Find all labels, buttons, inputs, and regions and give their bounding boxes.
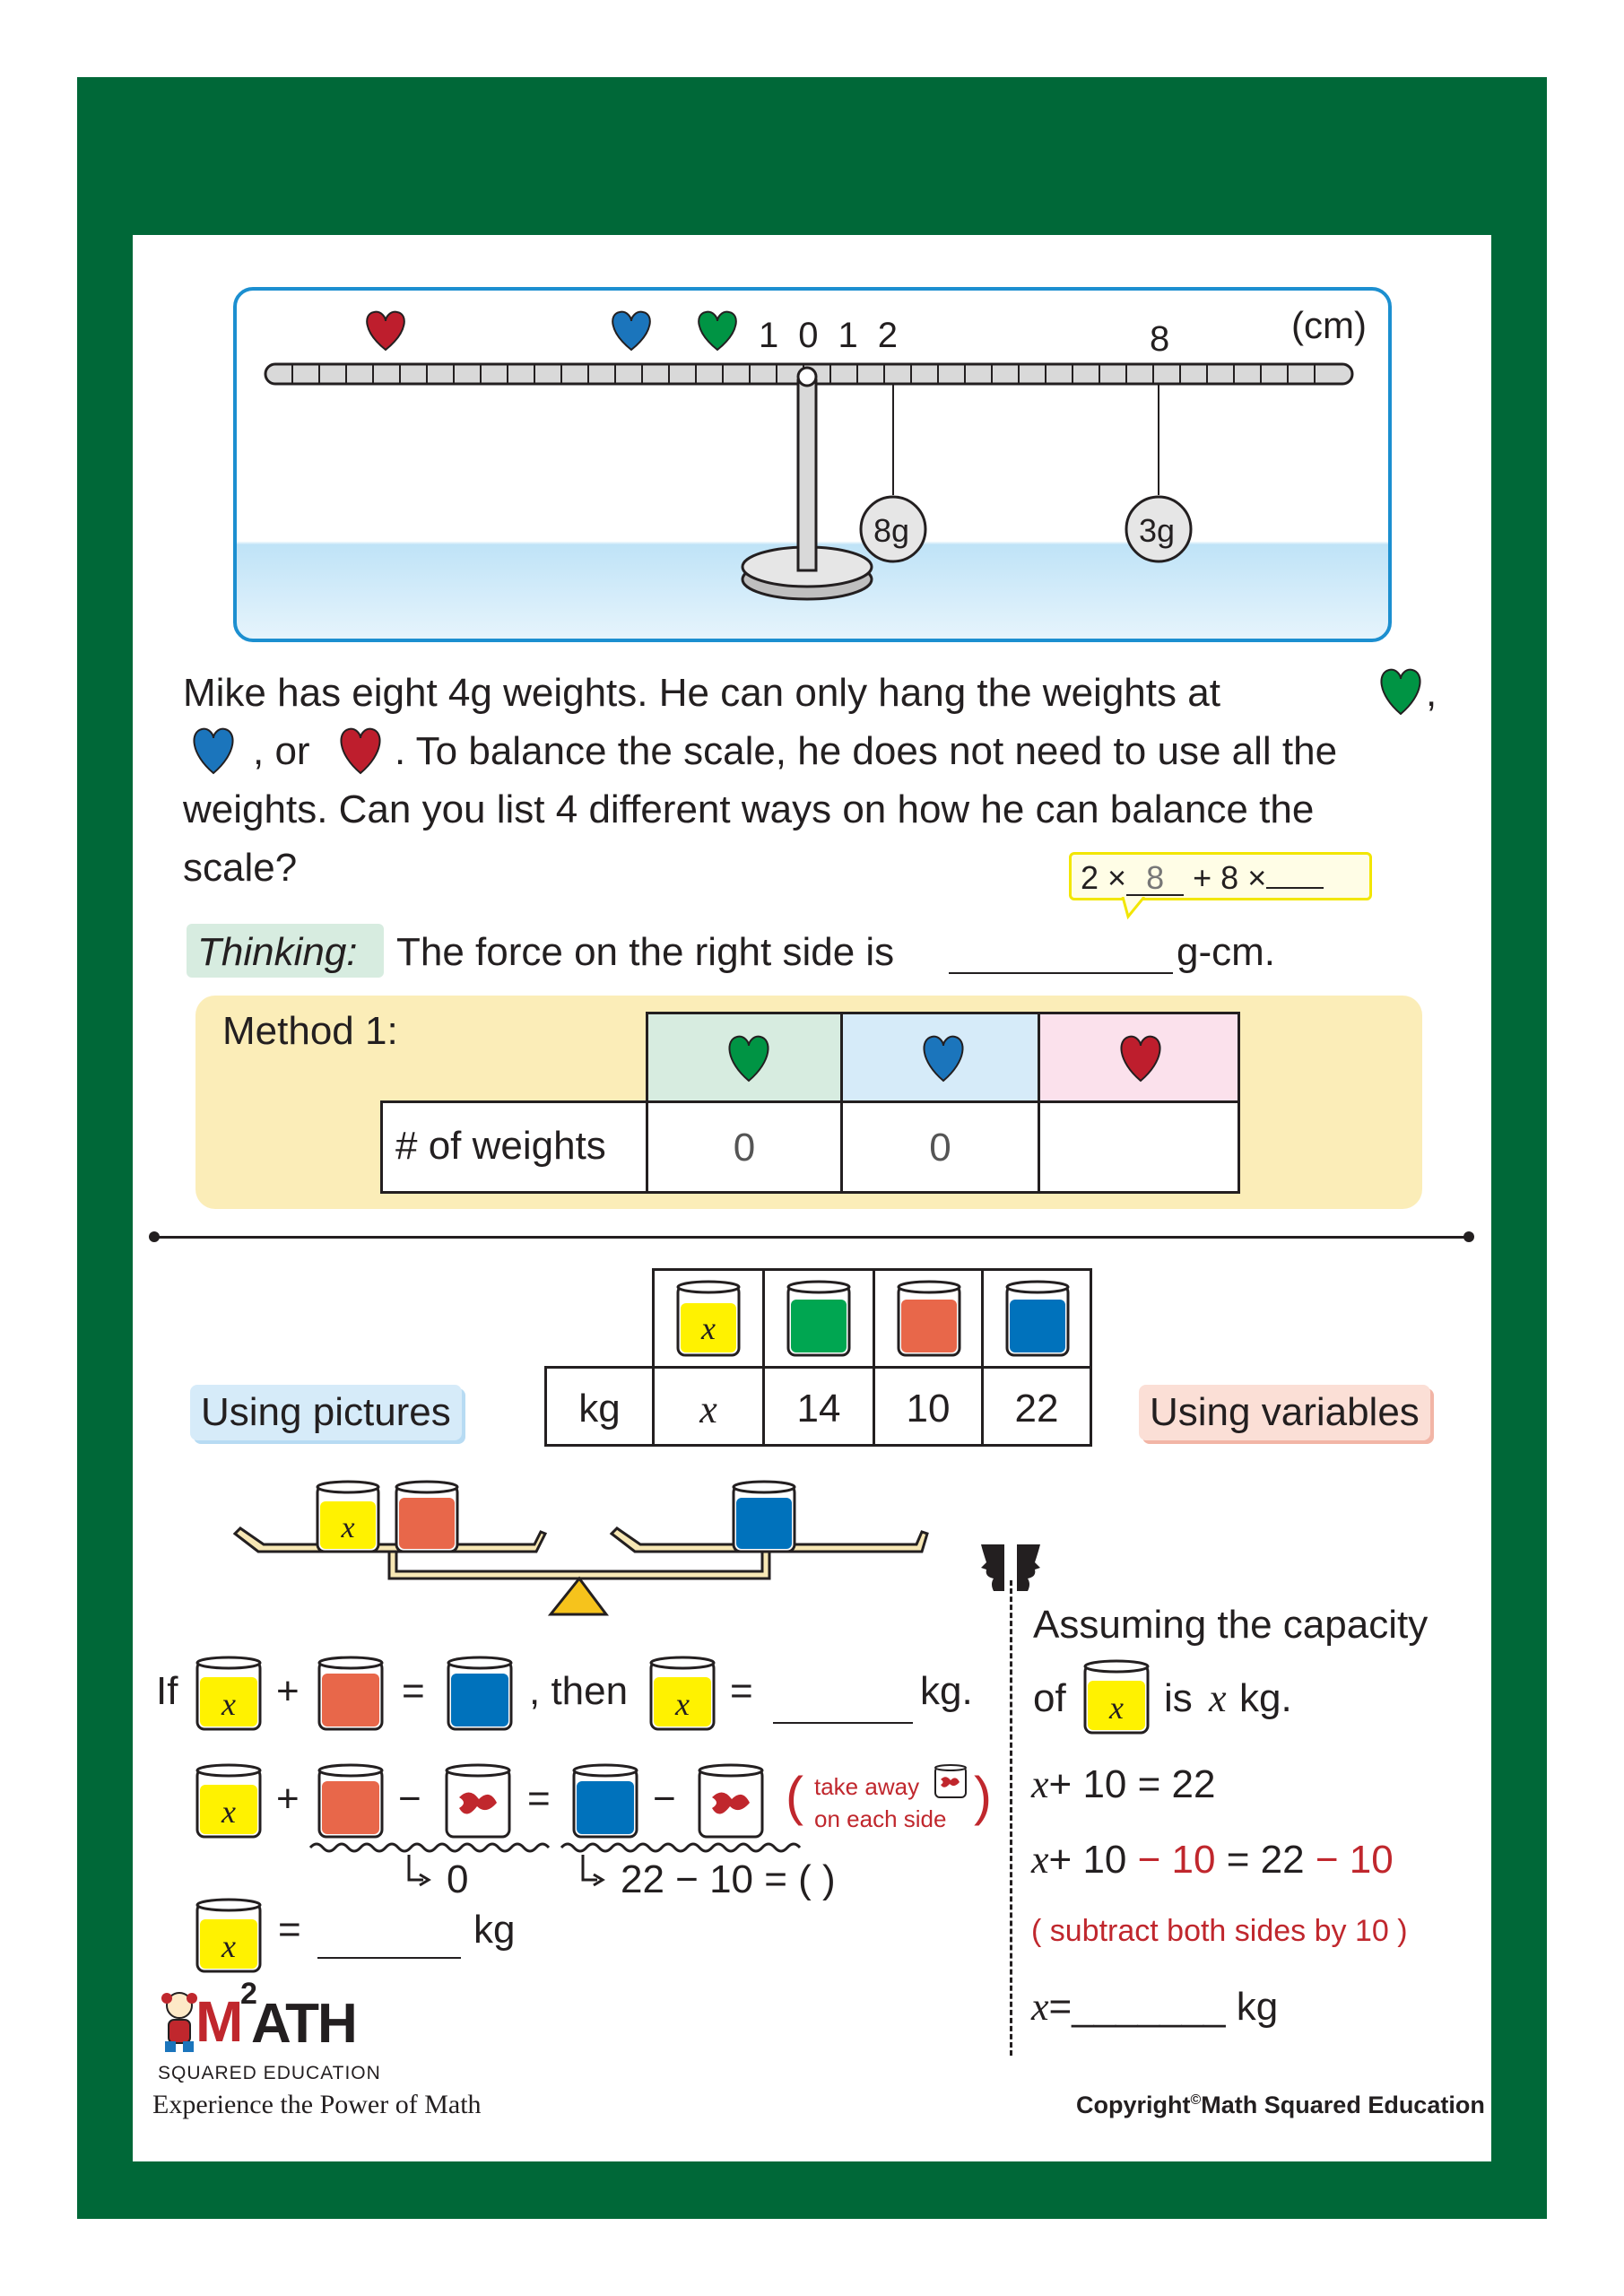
minus-sign: − [398, 1777, 421, 1821]
using-variables-label: Using variables [1139, 1385, 1430, 1440]
section-divider [154, 1236, 1469, 1239]
assume-of: of [1033, 1676, 1066, 1720]
arrow-result-zero: 0 [447, 1857, 469, 1901]
header-green [646, 1012, 843, 1103]
jar-scribbled [443, 1761, 515, 1840]
kg-unit: kg [473, 1908, 516, 1952]
comma: , [1426, 671, 1437, 715]
kg-orange-cell: 10 [873, 1366, 984, 1447]
subtract-note: ( subtract both sides by 10 ) [1031, 1914, 1408, 1948]
jar-label: x [221, 1686, 236, 1722]
value-red[interactable] [1038, 1100, 1240, 1194]
hint-bubble [1069, 852, 1372, 900]
problem-line-2b: . To balance the scale, he does not need to use all the [395, 729, 1338, 773]
green-heart-icon [699, 312, 736, 350]
thinking-text: The force on the right side is [396, 930, 895, 974]
jar-blue [445, 1654, 517, 1733]
jar-orange [316, 1761, 387, 1840]
scale-marks: 1012 [759, 316, 917, 355]
blue-heart-icon [190, 726, 237, 777]
equation-2: x+ 10 − 10 = 22 − 10 [1031, 1838, 1394, 1882]
if-word: If [156, 1669, 178, 1713]
thinking-label: Thinking: [197, 930, 358, 974]
jar-orange [316, 1654, 387, 1733]
jar-label: x [701, 1310, 716, 1346]
problem-line-2a: , or [253, 729, 310, 773]
jar-yellow-cell [652, 1268, 765, 1369]
plus-sign: + [276, 1669, 300, 1713]
equals-sign: = [730, 1669, 753, 1713]
hint-text: 2 × 8 + 8 × [1081, 862, 1324, 896]
final-equation: x=_______ kg [1031, 1985, 1279, 2029]
jar-label: x [675, 1686, 690, 1722]
jar-yellow [194, 1654, 265, 1733]
kg-green-cell: 14 [762, 1366, 875, 1447]
red-heart-icon [337, 726, 384, 777]
dashed-separator [1010, 1580, 1012, 2056]
header-red [1038, 1012, 1240, 1103]
logo-superscript: 2 [240, 1977, 257, 2011]
kg-unit: kg. [920, 1669, 973, 1713]
method-label: Method 1: [222, 1009, 398, 1053]
blue-heart-icon [920, 1034, 967, 1084]
kg-x-cell: x [652, 1366, 765, 1447]
jar-green-cell [762, 1268, 875, 1369]
jar-orange-cell [873, 1268, 984, 1369]
answer-blank[interactable] [773, 1722, 913, 1724]
using-pictures-label: Using pictures [190, 1385, 462, 1440]
tagline: Experience the Power of Math [152, 2090, 482, 2119]
hint-tail [1121, 897, 1148, 920]
balance-illustration [233, 287, 1392, 642]
red-heart-icon [1117, 1034, 1164, 1084]
picture-balance [231, 1471, 931, 1632]
weight-8g: 8g [873, 512, 910, 549]
equals-sign: = [278, 1908, 301, 1952]
problem-line-3: weights. Can you list 4 different ways on how he can balance the [183, 787, 1315, 831]
equation-1: x+ 10 = 22 [1031, 1762, 1216, 1806]
plus-sign: + [276, 1777, 300, 1821]
paren-close: ) [974, 1766, 992, 1826]
divider-dot-right [1463, 1231, 1474, 1242]
row-label: # of weights [380, 1100, 648, 1194]
green-heart-icon [1377, 667, 1424, 718]
green-heart-icon [725, 1034, 772, 1084]
value-green[interactable]: 0 [646, 1100, 843, 1194]
divider-dot-left [149, 1231, 160, 1242]
equals-sign: = [527, 1777, 551, 1821]
red-heart-icon [367, 312, 404, 350]
jar-yellow [194, 1896, 265, 1975]
blue-heart-icon [612, 312, 650, 350]
thinking-unit: g-cm. [1177, 930, 1275, 974]
jar-yellow [647, 1654, 719, 1733]
kg-label-cell: kg [544, 1366, 655, 1447]
jar-label: x [221, 1794, 236, 1830]
problem-line-4: scale? [183, 846, 298, 890]
answer-blank[interactable] [317, 1957, 461, 1959]
jar-yellow [1081, 1657, 1153, 1736]
logo-text: ATH [251, 1993, 356, 2055]
take-away-note: take away on each side [814, 1773, 947, 1832]
then-text: , then [529, 1669, 629, 1713]
jar-scribbled [696, 1761, 768, 1840]
scale-mark-8: 8 [1150, 319, 1170, 359]
two-faces-icon [977, 1541, 1044, 1595]
jar-label: x [221, 1928, 236, 1964]
logo-subtitle: SQUARED EDUCATION [158, 2063, 381, 2083]
assume-kg: kg. [1239, 1676, 1292, 1720]
jar-yellow [194, 1761, 265, 1840]
logo-m: M [195, 1989, 244, 2054]
equals-sign: = [402, 1669, 425, 1713]
jar-label: x [1109, 1690, 1124, 1726]
jar-label: x [341, 1511, 355, 1544]
thinking-blank[interactable] [949, 972, 1173, 974]
copyright: Copyright©Math Squared Education [1076, 2092, 1485, 2118]
assume-line-1: Assuming the capacity [1033, 1603, 1429, 1647]
jar-blue-cell [981, 1268, 1092, 1369]
assume-is: is [1164, 1676, 1193, 1720]
paren-open: ( [786, 1766, 803, 1826]
value-blue[interactable]: 0 [840, 1100, 1040, 1194]
jar-blue [570, 1761, 642, 1840]
kg-blue-cell: 22 [981, 1366, 1092, 1447]
jar-scribbled-small-icon [933, 1763, 968, 1801]
arrow-result-expression: 22 − 10 = ( ) [621, 1857, 836, 1901]
problem-line-1: Mike has eight 4g weights. He can only hang the weights at [183, 671, 1220, 715]
header-blue [840, 1012, 1040, 1103]
weight-3g: 3g [1139, 512, 1176, 549]
unit-label: (cm) [1291, 304, 1367, 346]
minus-sign: − [653, 1777, 676, 1821]
assume-x: x [1209, 1676, 1227, 1720]
